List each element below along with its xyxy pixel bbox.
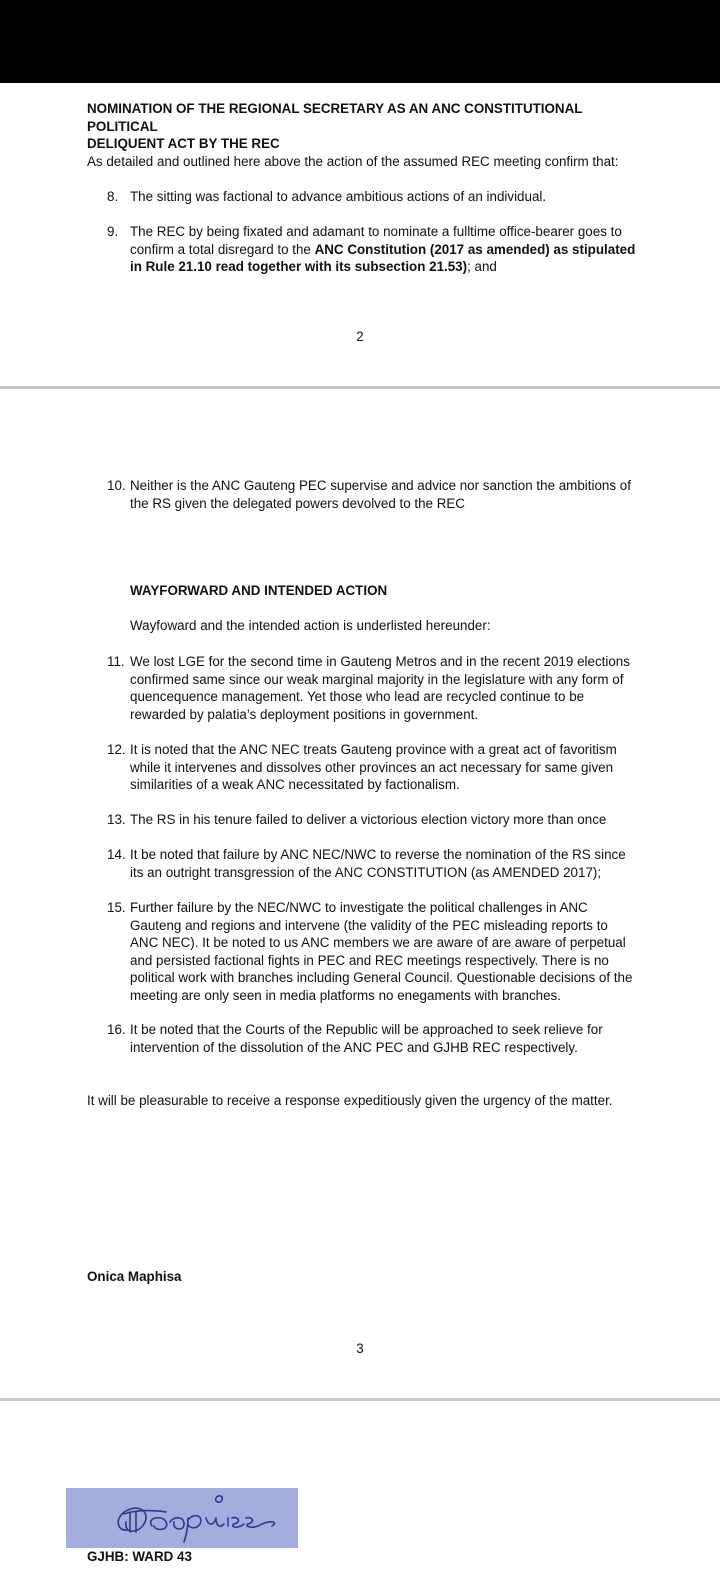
item-line: Neither is the ANC Gauteng PEC supervise and advice nor sanction the ambitions of [130,478,631,493]
title-line-2: DELIQUENT ACT BY THE REC [87,136,280,151]
item-line: ANC NEC). It be noted to us ANC members we are aware of are aware of perpetual [130,935,626,951]
item-number: 9. [107,224,119,239]
page-number: 2 [356,329,364,344]
page-divider [0,1398,720,1401]
item-line: and persisted factional fights in PEC and REC meetings respectively. There is no [130,952,609,968]
item-number: 12. [107,742,126,757]
item-line: meeting are only seen in media platforms no enegaments with branches. [130,987,561,1003]
page-divider [0,386,720,389]
section-heading: WAYFORWARD AND INTENDED ACTION [130,583,388,598]
item-text [130,741,640,794]
item-line: its an outright transgression of the ANC CONSTITUTION (as AMENDED 2017); [130,864,602,880]
item-line: We lost LGE for the second time in Gauteng Metros and in the recent 2019 elections [130,654,630,669]
item-number: 16. [107,1022,126,1037]
plain-text: confirm a total disregard to the [130,241,315,257]
item-number: 13. [107,812,126,827]
item-line: intervention of the dissolution of the ANC PEC and GJHB REC respectively. [130,1039,578,1055]
item-line: the RS given the delegated powers devolved to the REC [130,495,465,511]
plain-text: ; and [467,259,497,275]
item-text: The RS in his tenure failed to deliver a victorious election victory more than once [130,812,607,827]
item-line: rewarded by palatia’s deployment positions in government. [130,706,479,722]
section-intro: Wayfoward and the intended action is underlisted hereunder: [130,618,491,633]
signatory-name: Onica Maphisa [87,1269,182,1284]
item-line: Further failure by the NEC/NWC to investigate the political challenges in ANC [130,900,588,915]
item-line: Gauteng and regions and intervene (the validity of the PEC misleading reports to [130,917,608,933]
item-line: similarities of a weak ANC necessitated by factionalism. [130,777,460,793]
item-number: 11. [107,654,125,669]
top-black-bar [0,0,720,83]
item-line [130,258,640,276]
item-line: quencequence management. Yet those who lead are recycled continue to be [130,689,585,705]
document-title [87,100,647,153]
closing-paragraph: It will be pleasurable to receive a response expeditiously given the urgency of the matter. [87,1093,613,1108]
item-line: The REC by being fixated and adamant to nominate a fulltime office-bearer goes to [130,224,622,239]
intro-paragraph: As detailed and outlined here above the action of the assumed REC meeting confirm that: [87,154,619,169]
item-text [130,846,640,881]
item-number: 8. [107,189,119,204]
footer-label: GJHB: WARD 43 [87,1549,192,1564]
item-text [130,477,640,512]
item-text [130,899,645,1005]
item-line: political work with branches including General Council. Questionable decisions of the [130,970,633,986]
page-number: 3 [356,1341,364,1356]
item-line [130,241,640,259]
item-text [130,653,640,723]
item-line: confirmed same since our weak marginal majority in the legislature with any form of [130,671,624,687]
item-line: It be noted that the Courts of the Republic will be approached to seek relieve for [130,1022,603,1037]
item-number: 14. [107,847,126,862]
item-line: It be noted that failure by ANC NEC/NWC to reverse the nomination of the RS since [130,847,626,862]
signature-image [66,1488,298,1548]
title-line-1: NOMINATION OF THE REGIONAL SECRETARY AS AN ANC CONSTITUTIONAL POLITICAL [87,101,583,134]
item-line: It is noted that the ANC NEC treats Gauteng province with a great act of favoritism [130,742,617,757]
bold-text: in Rule 21.10 read together with its subsection 21.53) [130,259,468,275]
bold-text: ANC Constitution (2017 as amended) as stipulated [314,241,636,257]
item-line: while it intervenes and dissolves other provinces an act necessary for same given [130,759,614,775]
signature-scribble [66,1488,298,1548]
item-text: The sitting was factional to advance ambitious actions of an individual. [130,189,547,204]
item-text [130,1021,640,1056]
item-text [130,223,640,276]
item-number: 15. [107,900,126,915]
item-number: 10. [107,478,126,493]
